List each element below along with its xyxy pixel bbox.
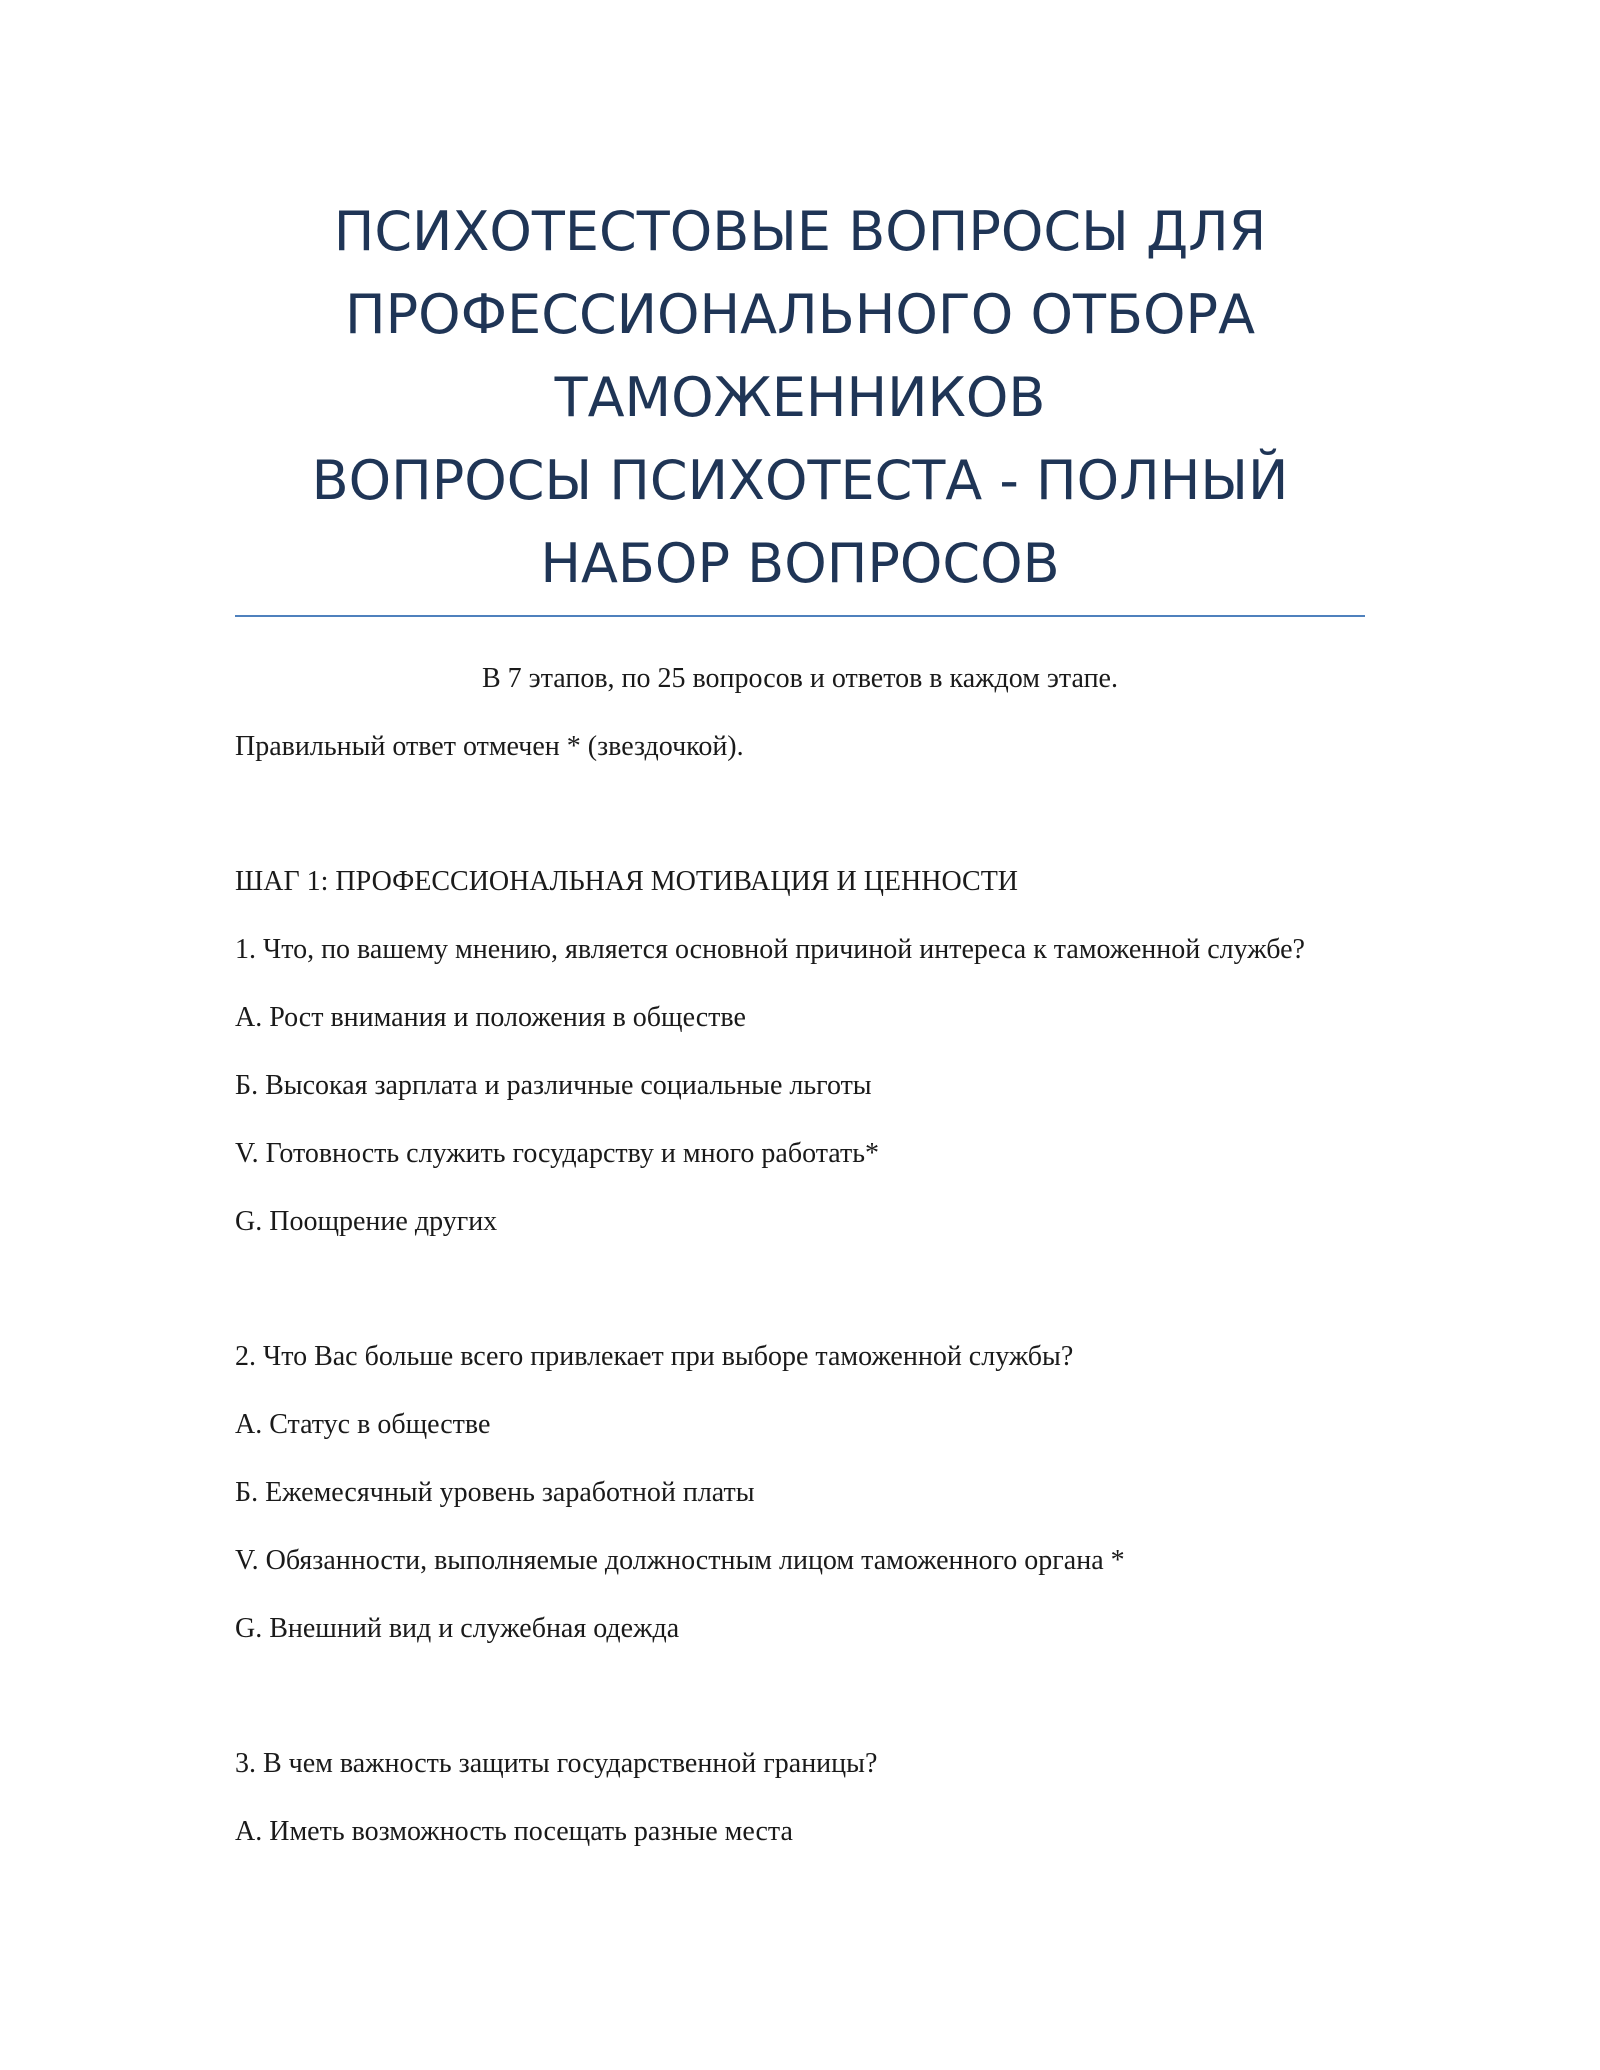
title-line: ПРОФЕССИОНАЛЬНОГО ОТБОРА xyxy=(344,283,1256,346)
intro-note: Правильный ответ отмечен * (звездочкой). xyxy=(235,731,744,762)
answer-option: Б. Ежемесячный уровень заработной платы xyxy=(235,1477,755,1508)
answer-option: V. Обязанности, выполняемые должностным лицом таможенного органа * xyxy=(235,1545,1125,1576)
answer-option: А. Рост внимания и положения в обществе xyxy=(235,1002,746,1033)
answer-option: G. Внешний вид и служебная одежда xyxy=(235,1613,680,1644)
answer-option: А. Статус в обществе xyxy=(235,1409,491,1440)
intro-stages: В 7 этапов, по 25 вопросов и ответов в каждом этапе. xyxy=(482,663,1118,694)
answer-option: А. Иметь возможность посещать разные места xyxy=(235,1816,793,1847)
question-text: 2. Что Вас больше всего привлекает при выборе таможенной службы? xyxy=(235,1341,1074,1372)
question-text: 3. В чем важность защиты государственной границы? xyxy=(235,1748,878,1779)
title-line: ПСИХОТЕСТОВЫЕ ВОПРОСЫ ДЛЯ xyxy=(333,200,1267,263)
document-page xyxy=(235,190,1365,1852)
answer-option: V. Готовность служить государству и много работать* xyxy=(235,1138,879,1169)
answer-option: G. Поощрение других xyxy=(235,1206,498,1237)
title-line: НАБОР ВОПРОСОВ xyxy=(540,532,1060,595)
question-block xyxy=(235,1337,1365,1649)
document-title xyxy=(235,190,1365,605)
answer-option: Б. Высокая зарплата и различные социальные льготы xyxy=(235,1070,872,1101)
question-text: 1. Что, по вашему мнению, является основной причиной интереса к таможенной службе? xyxy=(235,934,1305,965)
step-heading: ШАГ 1: ПРОФЕССИОНАЛЬНАЯ МОТИВАЦИЯ И ЦЕННОСТИ xyxy=(235,866,1019,897)
question-block xyxy=(235,1744,1365,1852)
title-line: ТАМОЖЕННИКОВ xyxy=(554,366,1046,429)
title-line: ВОПРОСЫ ПСИХОТЕСТА - ПОЛНЫЙ xyxy=(311,449,1289,512)
question-block xyxy=(235,930,1365,1242)
title-divider xyxy=(235,615,1365,617)
